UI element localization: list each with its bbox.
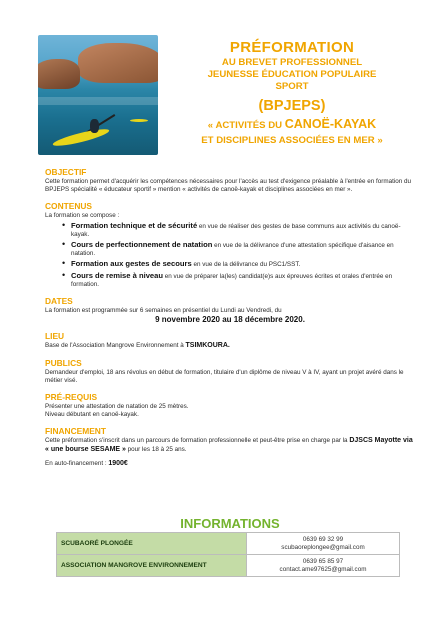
header-subtitle: AU BREVET PROFESSIONNEL <box>221 57 363 68</box>
dates-range: 9 novembre 2020 au 18 décembre 2020. <box>155 315 305 325</box>
contenus-intro: La formation se compose : <box>45 212 120 220</box>
prerequis-line: Présenter une attestation de natation de 25 mètres. <box>45 403 189 411</box>
section-title-publics: PUBLICS <box>45 357 82 368</box>
header-subtitle: SPORT <box>275 81 309 92</box>
contact-phone: 0639 65 85 97 <box>302 557 344 565</box>
list-item-text: en vue de réaliser des gestes de base communs aux activités du canoë-kayak. <box>71 222 401 238</box>
photo-rock <box>38 59 80 89</box>
financement-auto-label: En auto-financement : <box>45 459 109 467</box>
financement-text-1: Cette préformation s'inscrit dans un parcours de formation professionnelle et peut-être prise en charge par la <box>45 437 348 445</box>
financement-text-2: pour les 18 à 25 ans. <box>125 445 187 453</box>
contact-email[interactable]: scubaoreplongee@gmail.com <box>281 543 365 551</box>
contact-details <box>247 555 400 577</box>
contact-name: SCUBAORÉ PLONGÉE <box>57 533 247 555</box>
lieu-label: Base de l'Association Mangrove Environnement à <box>45 342 186 350</box>
section-title-dates: DATES <box>45 296 73 307</box>
list-item-lead: Cours de perfectionnement de natation <box>71 240 213 250</box>
list-item-text: en vue de la délivrance du PSC1/SST. <box>191 261 301 269</box>
section-title-contenus: CONTENUS <box>45 201 92 212</box>
contact-name: ASSOCIATION MANGROVE ENVIRONNEMENT <box>57 555 247 577</box>
list-item <box>63 222 415 239</box>
contact-email[interactable]: contact.ame97625@gmail.com <box>279 565 367 573</box>
section-title-financement: FINANCEMENT <box>45 426 106 437</box>
section-title-prerequis: PRÉ-REQUIS <box>45 392 98 403</box>
document-body <box>45 167 415 468</box>
header-subtitle: JEUNESSE ÉDUCATION POPULAIRE <box>207 69 377 80</box>
header-activity-prefix: « ACTIVITÉS DU <box>207 120 285 131</box>
lieu-text <box>45 342 415 350</box>
photo-wave <box>38 97 158 105</box>
lieu-place: TSIMKOURA. <box>185 342 230 350</box>
list-item <box>63 241 415 258</box>
financement-text <box>45 437 415 453</box>
section-title-objectif: OBJECTIF <box>45 167 87 177</box>
photo-paddler <box>90 119 99 133</box>
list-item-lead: Formation aux gestes de secours <box>71 259 192 269</box>
list-item-lead: Formation technique et de sécurité <box>71 220 198 230</box>
financement-auto <box>45 460 415 468</box>
list-item-text: en vue de la délivrance d'une attestation spécifique d'aisance en natation. <box>71 242 394 258</box>
list-item-lead: Cours de remise à niveau <box>71 270 164 280</box>
kayak-photo <box>38 35 158 155</box>
photo-rock <box>78 43 158 83</box>
document-header <box>166 38 418 148</box>
contenus-list <box>45 222 415 289</box>
prerequis-line: Niveau débutant en canoë-kayak. <box>45 411 139 419</box>
list-item <box>63 272 415 289</box>
section-title-lieu: LIEU <box>45 331 65 342</box>
header-acronym: (BPJEPS) <box>258 98 326 114</box>
publics-text: Demandeur d'emploi, 18 ans révolus en début de formation, titulaire d'un diplôme de niveau V à IV, ayant un projet avéré dans le métier visé. <box>45 368 404 384</box>
photo-kayak <box>130 119 148 122</box>
header-activity-suffix: ET DISCIPLINES ASSOCIÉES EN MER » <box>201 135 383 146</box>
list-item <box>63 260 415 269</box>
contact-phone: 0639 69 32 99 <box>302 535 344 543</box>
objectif-text: Cette formation permet d'acquérir les compétences nécessaires pour l'accès au test d'exigence préalable à l'entrée en formation du BPJEPS spécialité « éducateur sportif » mention « activités de canoë-kayak et disciplines associées en mer ». <box>45 178 412 194</box>
contact-details <box>247 533 400 555</box>
dates-text: La formation est programmée sur 6 semaines en présentiel du Lundi au Vendredi, du <box>45 307 282 315</box>
financement-funder: DJSCS Mayotte via « une bourse SESAME » <box>45 437 413 453</box>
photo-kayak <box>52 126 110 149</box>
header-activity <box>166 117 418 133</box>
informations-title: INFORMATIONS <box>180 516 280 531</box>
list-item-text: en vue de préparer la(les) candidat(e)s aux épreuves écrites et orales d'entrée en formation. <box>71 272 393 288</box>
table-row <box>57 555 400 577</box>
header-title: PRÉFORMATION <box>229 39 355 56</box>
financement-price: 1900€ <box>108 459 128 467</box>
table-row <box>57 533 400 555</box>
informations-table <box>56 532 400 577</box>
header-activity-name: CANOË-KAYAK <box>284 117 377 131</box>
